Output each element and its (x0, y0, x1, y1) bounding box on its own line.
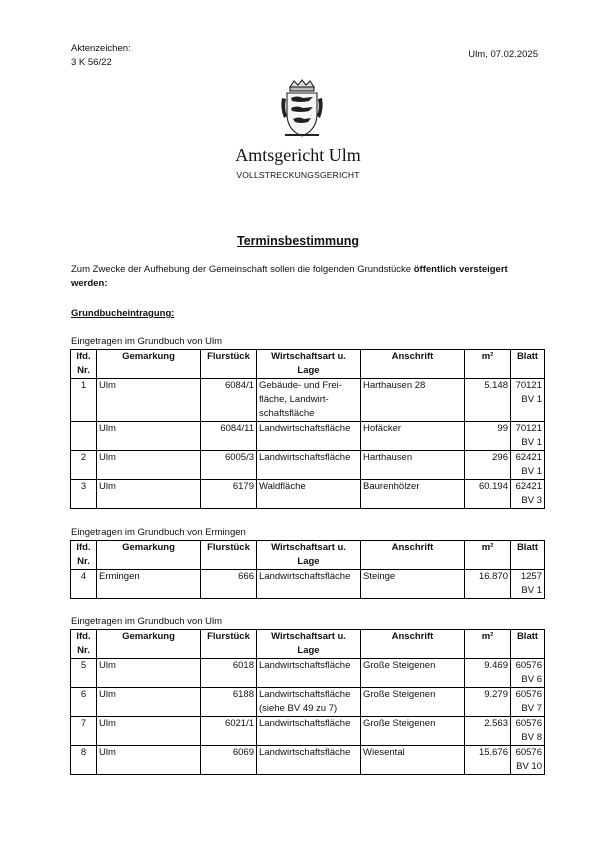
column-header-gemarkung: Gemarkung (97, 630, 201, 659)
cell-gemarkung: Ulm (97, 659, 201, 688)
column-header-blatt: Blatt (511, 630, 545, 659)
table-row (71, 717, 545, 746)
cell-flurstueck: 666 (201, 570, 257, 599)
column-header-wirtschaftsart: Wirtschaftsart u. Lage (257, 630, 361, 659)
cell-wirtschaftsart: Gebäude- und Freifläche, Landwirtschaftsfläche (257, 379, 361, 422)
cell-anschrift: Harthausen 28 (361, 379, 465, 422)
column-header-m2: m² (465, 350, 511, 379)
aktenzeichen-value: 3 K 56/22 (71, 57, 112, 68)
column-header-anschrift: Anschrift (361, 350, 465, 379)
bv-number: BV 3 (521, 495, 542, 506)
table-row (71, 570, 545, 599)
cell-flurstueck: 6005/3 (201, 451, 257, 480)
cell-anschrift: Große Steigenen (361, 688, 465, 717)
cell-m2: 9.469 (465, 659, 511, 688)
court-department: VOLLSTRECKUNGSGERICHT (236, 170, 360, 180)
cell-flurstueck: 6084/11 (201, 422, 257, 451)
cell-m2: 2.563 (465, 717, 511, 746)
column-header-anschrift: Anschrift (361, 630, 465, 659)
cell-blatt (511, 451, 545, 480)
cell-nr: 3 (71, 480, 97, 509)
bv-number: BV 10 (516, 761, 542, 772)
intro-text: Zum Zwecke der Aufhebung der Gemeinschaft sollen die folgenden Grundstücke (71, 264, 414, 275)
cell-nr: 6 (71, 688, 97, 717)
column-header-nr: lfd. Nr. (71, 630, 97, 659)
cell-blatt (511, 422, 545, 451)
blatt-number: 60576 (515, 689, 542, 700)
cell-m2: 15.676 (465, 746, 511, 775)
cell-gemarkung: Ulm (97, 451, 201, 480)
column-header-m2: m² (465, 541, 511, 570)
column-header-nr: lfd. Nr. (71, 541, 97, 570)
cell-gemarkung: Ulm (97, 688, 201, 717)
cell-wirtschaftsart: Landwirtschaftsfläche (257, 570, 361, 599)
cell-m2: 296 (465, 451, 511, 480)
cell-gemarkung: Ulm (97, 746, 201, 775)
cell-m2: 99 (465, 422, 511, 451)
table-row (71, 422, 545, 451)
cell-wirtschaftsart: Landwirtschaftsfläche (257, 746, 361, 775)
table-caption: Eingetragen im Grundbuch von Ermingen (71, 527, 246, 538)
table-header-row (71, 541, 545, 570)
intro-bold-text: öffentlich versteigert werden: (71, 264, 508, 289)
cell-blatt (511, 688, 545, 717)
column-header-wirtschaftsart: Wirtschaftsart u. Lage (257, 350, 361, 379)
bv-number: BV 8 (521, 732, 542, 743)
cell-blatt (511, 570, 545, 599)
cell-nr: 4 (71, 570, 97, 599)
cell-anschrift: Baurenhölzer (361, 480, 465, 509)
column-header-flurstueck: Flurstück (201, 630, 257, 659)
cell-flurstueck: 6018 (201, 659, 257, 688)
column-header-flurstueck: Flurstück (201, 350, 257, 379)
cell-wirtschaftsart: Landwirtschaftsfläche (257, 717, 361, 746)
cell-flurstueck: 6021/1 (201, 717, 257, 746)
cell-wirtschaftsart: Landwirtschaftsfläche (257, 659, 361, 688)
cell-gemarkung: Ulm (97, 480, 201, 509)
blatt-number: 60576 (515, 660, 542, 671)
land-register-table (70, 540, 545, 599)
column-header-wirtschaftsart: Wirtschaftsart u. Lage (257, 541, 361, 570)
cell-flurstueck: 6084/1 (201, 379, 257, 422)
column-header-blatt: Blatt (511, 541, 545, 570)
blatt-number: 70121 (515, 423, 542, 434)
column-header-m2: m² (465, 630, 511, 659)
cell-anschrift: Steinge (361, 570, 465, 599)
land-register-table (70, 629, 545, 775)
column-header-gemarkung: Gemarkung (97, 350, 201, 379)
table-row (71, 480, 545, 509)
column-header-flurstueck: Flurstück (201, 541, 257, 570)
cell-flurstueck: 6069 (201, 746, 257, 775)
cell-wirtschaftsart: Landwirtschaftsfläche (siehe BV 49 zu 7) (257, 688, 361, 717)
cell-gemarkung: Ulm (97, 717, 201, 746)
document-title: Terminsbestimmung (236, 234, 359, 248)
blatt-number: 70121 (515, 380, 542, 391)
cell-m2: 9.279 (465, 688, 511, 717)
cell-nr: 7 (71, 717, 97, 746)
cell-anschrift: Hofäcker (361, 422, 465, 451)
table-row (71, 688, 545, 717)
cell-nr: 2 (71, 451, 97, 480)
cell-blatt (511, 746, 545, 775)
place-date: Ulm, 07.02.2025 (468, 49, 538, 60)
table-caption: Eingetragen im Grundbuch von Ulm (71, 616, 223, 627)
coat-of-arms-icon (280, 78, 324, 140)
cell-nr (71, 422, 97, 451)
bv-number: BV 1 (521, 437, 542, 448)
cell-nr: 8 (71, 746, 97, 775)
blatt-number: 1257 (520, 571, 542, 582)
blatt-number: 60576 (515, 747, 542, 758)
table-row (71, 659, 545, 688)
cell-gemarkung: Ulm (97, 379, 201, 422)
column-header-anschrift: Anschrift (361, 541, 465, 570)
cell-wirtschaftsart: Landwirtschaftsfläche (257, 451, 361, 480)
section-heading: Grundbucheintragung: (71, 308, 175, 319)
land-register-table (70, 349, 545, 509)
column-header-nr: lfd. Nr. (71, 350, 97, 379)
cell-nr: 5 (71, 659, 97, 688)
bv-number: BV 1 (521, 394, 542, 405)
cell-wirtschaftsart: Landwirtschaftsfläche (257, 422, 361, 451)
table-row (71, 379, 545, 422)
table-header-row (71, 350, 545, 379)
aktenzeichen-label: Aktenzeichen: (71, 43, 131, 54)
cell-flurstueck: 6179 (201, 480, 257, 509)
cell-blatt (511, 659, 545, 688)
cell-anschrift: Wiesental (361, 746, 465, 775)
cell-anschrift: Harthausen (361, 451, 465, 480)
cell-wirtschaftsart: Waldfläche (257, 480, 361, 509)
table-row (71, 451, 545, 480)
cell-nr: 1 (71, 379, 97, 422)
cell-blatt (511, 379, 545, 422)
column-header-gemarkung: Gemarkung (97, 541, 201, 570)
cell-anschrift: Große Steigenen (361, 659, 465, 688)
cell-m2: 5.148 (465, 379, 511, 422)
bv-number: BV 7 (521, 703, 542, 714)
cell-gemarkung: Ulm (97, 422, 201, 451)
bv-number: BV 1 (521, 585, 542, 596)
cell-blatt (511, 480, 545, 509)
intro-paragraph (71, 263, 541, 291)
cell-m2: 16.870 (465, 570, 511, 599)
cell-gemarkung: Ermingen (97, 570, 201, 599)
cell-anschrift: Große Steigenen (361, 717, 465, 746)
blatt-number: 60576 (515, 718, 542, 729)
table-row (71, 746, 545, 775)
column-header-blatt: Blatt (511, 350, 545, 379)
court-name: Amtsgericht Ulm (235, 145, 361, 165)
cell-blatt (511, 717, 545, 746)
bv-number: BV 6 (521, 674, 542, 685)
table-caption: Eingetragen im Grundbuch von Ulm (71, 336, 223, 347)
blatt-number: 62421 (515, 481, 542, 492)
blatt-number: 62421 (515, 452, 542, 463)
cell-flurstueck: 6188 (201, 688, 257, 717)
cell-m2: 60.194 (465, 480, 511, 509)
bv-number: BV 1 (521, 466, 542, 477)
table-header-row (71, 630, 545, 659)
